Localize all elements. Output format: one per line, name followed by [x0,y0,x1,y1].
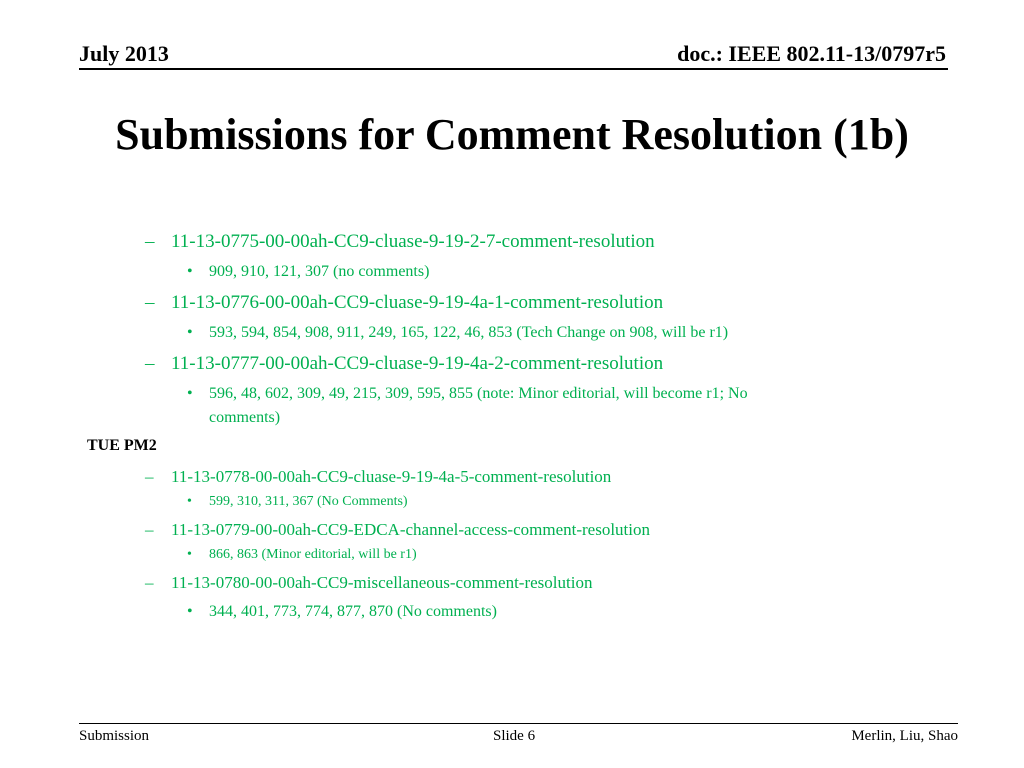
bullet-marker: • [187,263,193,280]
bullet-marker: • [187,324,193,341]
dash-marker: – [145,231,155,252]
submission-title: 11-13-0779-00-00ah-CC9-EDCA-channel-access-comment-resolution [171,520,651,539]
bullet-marker: • [187,547,192,562]
submission-title: 11-13-0780-00-00ah-CC9-miscellaneous-comment-resolution [171,573,593,592]
bullet-marker: • [187,603,193,620]
bullet-marker: • [187,385,193,402]
footer-divider [79,723,958,724]
footer-submission: Submission [79,728,150,744]
submission-title: 11-13-0775-00-00ah-CC9-cluase-9-19-2-7-comment-resolution [171,231,655,252]
comment-ids: 344, 401, 773, 774, 877, 870 (No comments) [209,603,497,620]
dash-marker: – [145,353,155,374]
slide-title: Submissions for Comment Resolution (1b) [115,110,909,159]
submission-title: 11-13-0776-00-00ah-CC9-cluase-9-19-4a-1-comment-resolution [171,292,664,313]
dash-marker: – [145,573,154,592]
bullet-marker: • [187,494,192,509]
slide-number: Slide 6 [493,728,536,744]
comment-ids: 866, 863 (Minor editorial, will be r1) [209,547,417,562]
section-label: TUE PM2 [87,437,157,454]
submission-title: 11-13-0777-00-00ah-CC9-cluase-9-19-4a-2-comment-resolution [171,353,664,374]
comment-ids: 599, 310, 311, 367 (No Comments) [209,494,408,509]
submission-title: 11-13-0778-00-00ah-CC9-cluase-9-19-4a-5-comment-resolution [171,467,612,486]
comment-ids: 596, 48, 602, 309, 49, 215, 309, 595, 855 (note: Minor editorial, will become r1; No [209,385,748,402]
footer-authors: Merlin, Liu, Shao [851,728,958,744]
comment-ids: 593, 594, 854, 908, 911, 249, 165, 122, 46, 853 (Tech Change on 908, will be r1) [209,324,729,341]
header-divider [79,68,948,70]
dash-marker: – [145,520,154,539]
header-doc-id: doc.: IEEE 802.11-13/0797r5 [677,41,946,66]
comment-ids-continued: comments) [209,409,281,426]
comment-ids: 909, 910, 121, 307 (no comments) [209,263,430,280]
dash-marker: – [145,292,155,313]
dash-marker: – [145,467,154,486]
header-date: July 2013 [79,41,169,66]
